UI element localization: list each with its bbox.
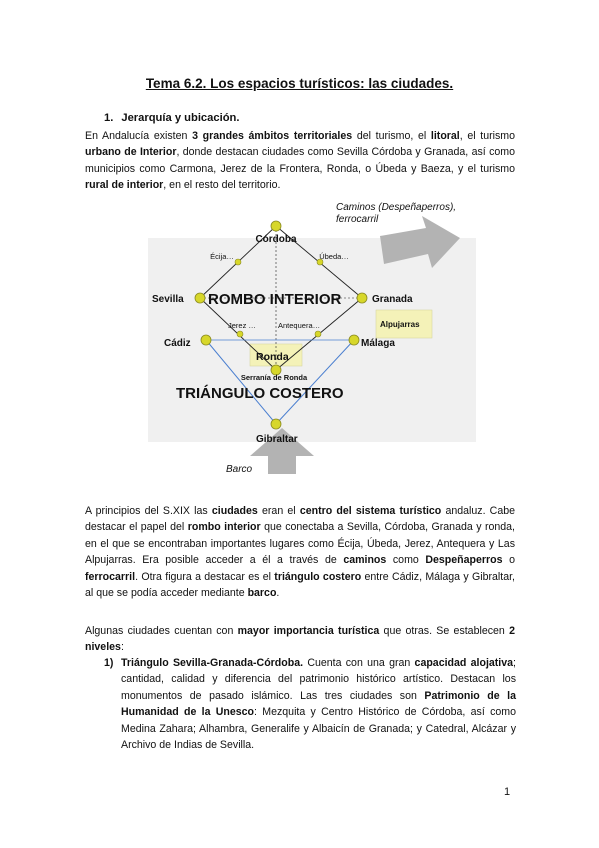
node-sevilla bbox=[195, 293, 205, 303]
bold-run: Triángulo Sevilla-Granada-Córdoba. bbox=[121, 657, 304, 669]
text-run: como bbox=[386, 554, 426, 567]
text-run: , donde destacan ciudades como Sevilla Córdoba y Granada, así como municipios como Carmona, Jerez de la Frontera, Ronda, o Úbeda y Baeza, y el turismo bbox=[85, 146, 515, 175]
label-ubeda: Úbeda… bbox=[319, 252, 349, 261]
page-number: 1 bbox=[504, 786, 511, 798]
paragraph-ambitos bbox=[85, 128, 515, 194]
node-gibraltar bbox=[271, 419, 281, 429]
bold-run: ciudades bbox=[211, 505, 258, 517]
node-jerez bbox=[237, 331, 243, 337]
label-sevilla: Sevilla bbox=[152, 294, 184, 305]
text-run: . bbox=[276, 587, 280, 600]
text-run: o bbox=[502, 554, 515, 567]
label-cordoba: Córdoba bbox=[255, 234, 297, 245]
node-cordoba bbox=[271, 221, 281, 231]
bold-run: litoral bbox=[430, 130, 460, 142]
label-gibraltar: Gibraltar bbox=[256, 434, 298, 445]
label-ronda: Ronda bbox=[256, 351, 289, 363]
label-jerez: Jerez … bbox=[228, 321, 256, 330]
text-run: ; cantidad, calidad y diferencia del patrimonio histórico artístico. Destacan los monumentos de pasado islámico. Las tres ciudades son bbox=[121, 657, 516, 702]
label-serrania-ronda: Serranía de Ronda bbox=[240, 373, 308, 382]
section-heading bbox=[104, 112, 239, 124]
bold-run: caminos bbox=[343, 554, 387, 567]
bold-run: barco bbox=[247, 587, 277, 600]
label-malaga: Málaga bbox=[361, 338, 395, 349]
label-cadiz: Cádiz bbox=[164, 338, 191, 349]
label-caminos: Caminos (Despeñaperros), bbox=[336, 202, 457, 213]
text-run: que conectaba a Sevilla, Córdoba, Granada y ronda, en el que se encontraban importantes lugares como Écija, Úbeda, Jerez, Antequera y Las Alpujarras. Era posible acceder a él a través de bbox=[85, 521, 515, 567]
section-heading-text: Jerarquía y ubicación. bbox=[121, 112, 240, 124]
label-ferrocarril: ferrocarril bbox=[336, 214, 379, 225]
text-run: Cuenta con una gran bbox=[303, 657, 415, 669]
node-ecija bbox=[235, 259, 241, 265]
node-granada bbox=[357, 293, 367, 303]
label-alpujarras: Alpujarras bbox=[380, 320, 420, 329]
bold-run: 3 grandes ámbitos territoriales bbox=[192, 130, 353, 142]
bold-run: mayor importancia turística bbox=[237, 625, 380, 637]
text-run: A principios del S.XIX las bbox=[85, 505, 212, 517]
bold-run: rombo interior bbox=[187, 521, 261, 534]
bold-run: Despeñaperros bbox=[425, 554, 503, 567]
paragraph-sxix bbox=[85, 503, 515, 601]
paragraph-niveles bbox=[85, 623, 515, 656]
text-run: eran el bbox=[257, 505, 300, 517]
bold-run: 2 niveles bbox=[85, 625, 515, 654]
text-run: que otras. Se establecen bbox=[379, 625, 510, 637]
text-run: En Andalucía existen bbox=[85, 130, 193, 142]
text-run: : bbox=[120, 641, 124, 654]
rombo-triangulo-diagram bbox=[140, 198, 480, 480]
bold-run: triángulo costero bbox=[274, 570, 362, 583]
document-title: Tema 6.2. Los espacios turísticos: las ciudades. bbox=[145, 76, 454, 91]
label-granada: Granada bbox=[372, 294, 413, 305]
text-run: , el turismo bbox=[459, 130, 516, 142]
text-run: . Otra figura a destacar es el bbox=[135, 570, 275, 583]
list-item-body bbox=[121, 655, 516, 753]
bold-run: ferrocarril bbox=[85, 570, 136, 583]
text-run: : Mezquita y Centro Histórico de Córdoba, así como Medina Zahara; Alhambra, Generalife y Albaicín de Granada; y Catedral, Alcázar y Archivo de Indias de Sevilla. bbox=[121, 706, 516, 752]
node-malaga bbox=[349, 335, 359, 345]
text-run: andaluz. Cabe destacar el papel del bbox=[85, 505, 516, 534]
bold-run: rural de interior bbox=[85, 179, 164, 192]
label-triangulo-costero: TRIÁNGULO COSTERO bbox=[176, 385, 344, 402]
label-antequera: Antequera… bbox=[278, 321, 321, 330]
diagram-svg bbox=[140, 198, 480, 480]
section-number: 1. bbox=[104, 112, 114, 124]
node-cadiz bbox=[201, 335, 211, 345]
node-antequera bbox=[315, 331, 321, 337]
list-number: 1) bbox=[104, 657, 114, 669]
text-run: Algunas ciudades cuentan con bbox=[85, 625, 238, 637]
bold-run: urbano de Interior bbox=[85, 146, 177, 159]
label-rombo-interior: ROMBO INTERIOR bbox=[208, 291, 342, 308]
list-item-triangulo bbox=[104, 655, 516, 753]
text-run: , en el resto del territorio. bbox=[163, 179, 281, 192]
text-run: del turismo, el bbox=[352, 130, 431, 142]
bold-run: centro del sistema turístico bbox=[299, 505, 442, 517]
text-run: entre Cádiz, Málaga y Gibraltar, al que se podía acceder mediante bbox=[85, 570, 515, 600]
label-barco: Barco bbox=[226, 464, 253, 475]
bold-run: capacidad alojativa bbox=[414, 657, 514, 669]
bold-run: Patrimonio de la Humanidad de la Unesco bbox=[121, 689, 516, 719]
label-ecija: Écija… bbox=[210, 252, 234, 261]
